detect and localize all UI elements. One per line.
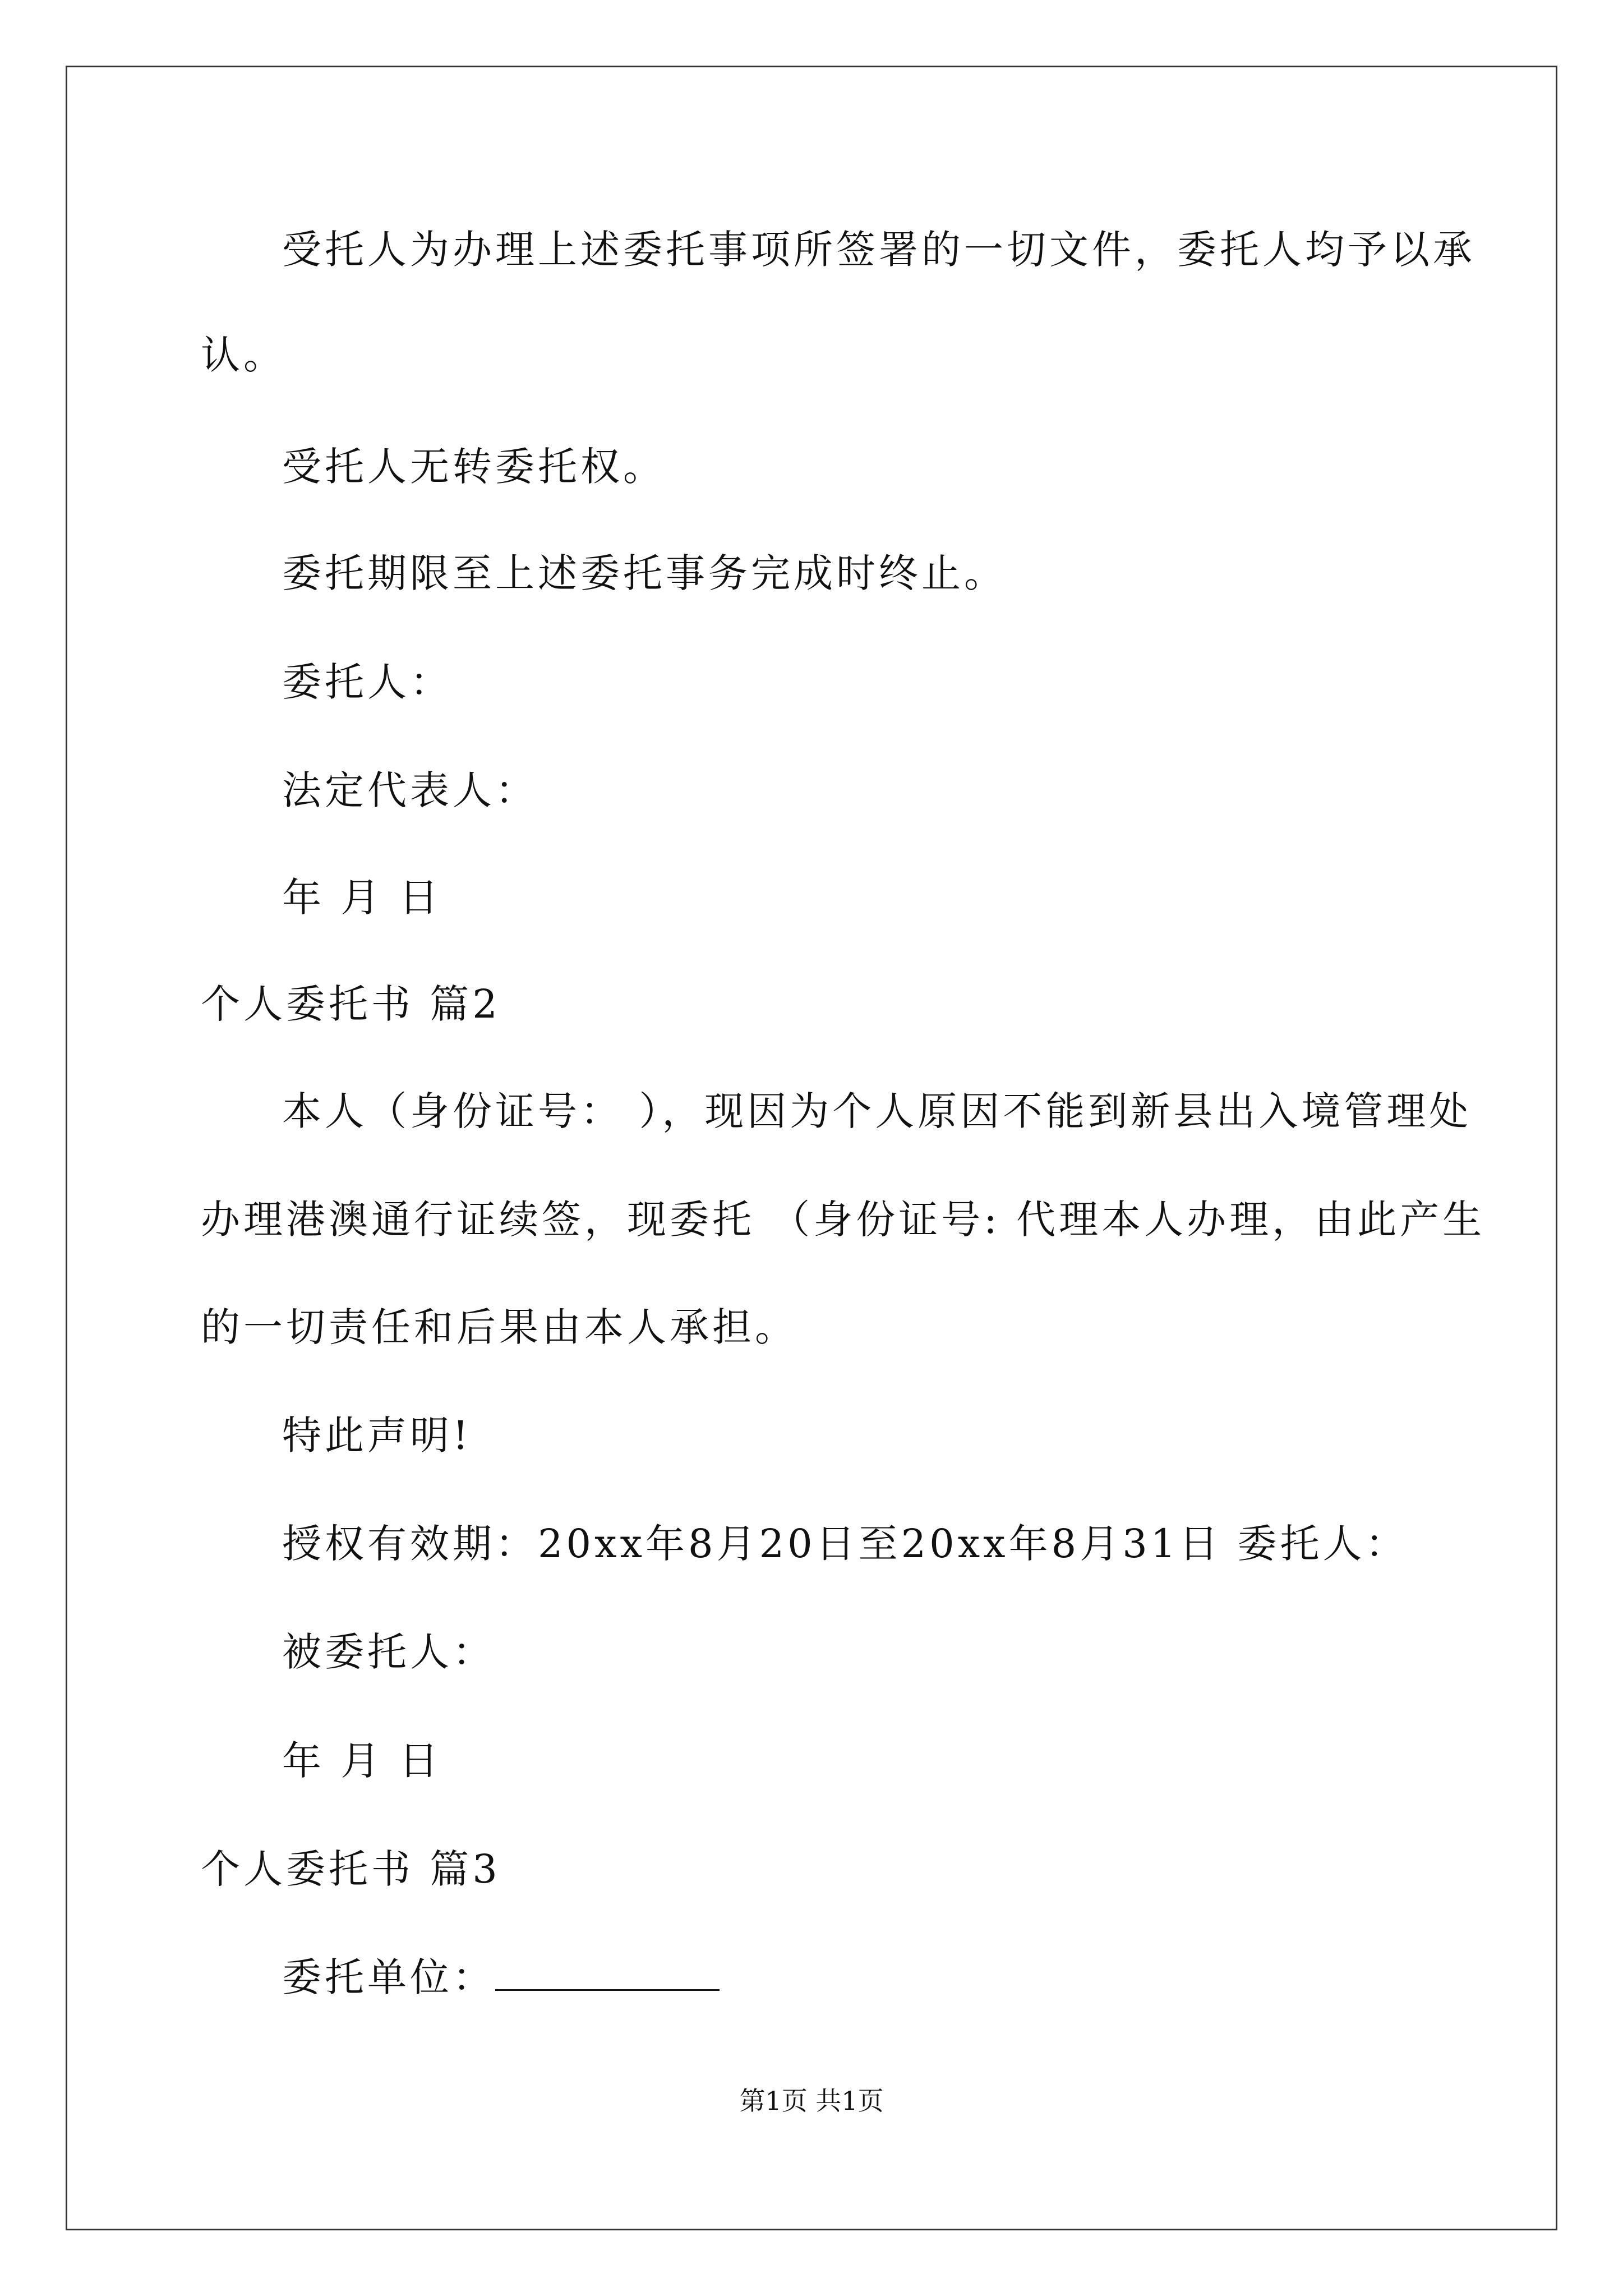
form-field-row	[282, 1954, 720, 2001]
form-field-label: 委托单位：	[282, 1954, 495, 2000]
paragraph-line: 受托人为办理上述委托事项所签署的一切文件，委托人均予以承	[282, 227, 1476, 273]
page-border	[66, 66, 1557, 2230]
section-heading: 个人委托书 篇3	[201, 1846, 501, 1892]
paragraph-line: 认。	[201, 332, 286, 378]
paragraph-line: 特此声明!	[282, 1412, 472, 1458]
paragraph-line: 受托人无转委托权。	[282, 444, 666, 490]
paragraph-line: 委托期限至上述委托事务完成时终止。	[282, 550, 1007, 596]
signature-label: 被委托人：	[282, 1629, 495, 1675]
paragraph-line: 的一切责任和后果由本人承担。	[201, 1304, 797, 1350]
section-heading: 个人委托书 篇2	[201, 981, 501, 1027]
paragraph-line: 本人（身份证号： ），现因为个人原因不能到新县出入境管理处	[282, 1088, 1472, 1134]
paragraph-line: 办理港澳通行证续签，现委托 （身份证号: 代理本人办理，由此产生	[201, 1197, 1486, 1243]
signature-label: 委托人：	[282, 659, 453, 705]
fill-in-blank	[495, 1957, 720, 1991]
signature-label: 法定代表人：	[282, 767, 538, 813]
paragraph-line: 授权有效期：20xx年8月20日至20xx年8月31日 委托人：	[282, 1521, 1408, 1567]
page-footer: 第1页 共1页	[739, 2086, 884, 2116]
date-line: 年 月 日	[282, 1738, 442, 1784]
date-line: 年 月 日	[282, 875, 442, 921]
